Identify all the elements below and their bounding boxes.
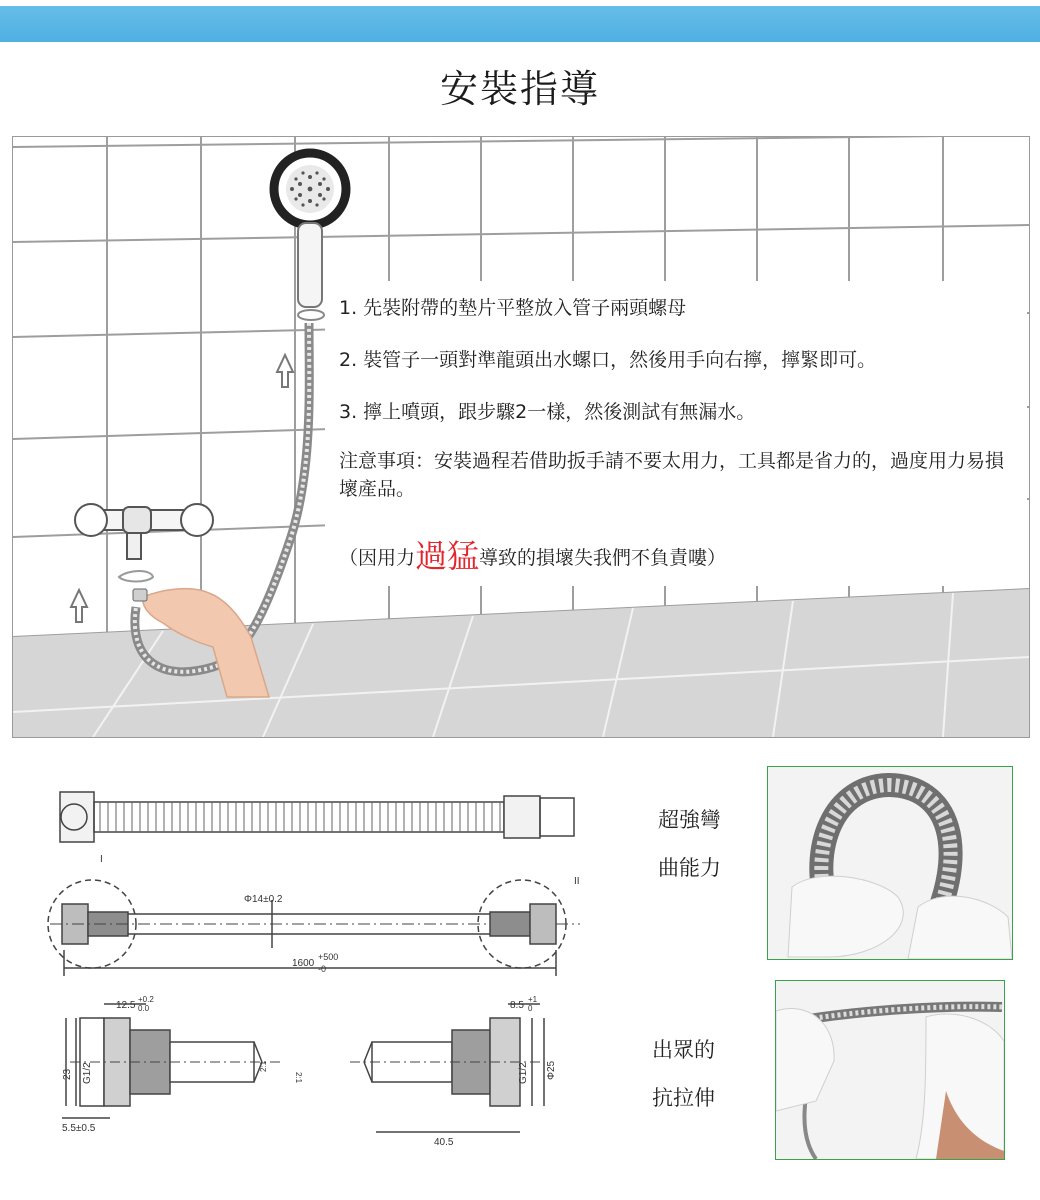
- spec-right-thread: G1/2: [518, 1062, 529, 1084]
- spec-center-mark-a: 2:1: [259, 1060, 268, 1072]
- spec-left-nut-tol-lower: 0.0: [138, 1004, 150, 1013]
- warning-note: [339, 531, 726, 577]
- spec-right-top-tol-lower: 0: [528, 1004, 533, 1013]
- spec-right-top: 8.5: [510, 1000, 524, 1011]
- installation-scene: [12, 136, 1030, 738]
- spec-length-tol-upper: +500: [318, 952, 339, 962]
- spec-length-main: 1600: [292, 958, 315, 969]
- warning-prefix: （因用力: [339, 547, 416, 569]
- instructions-panel: [325, 281, 1027, 586]
- top-banner-band: [0, 6, 1040, 42]
- hose-spec-drawing: [40, 780, 600, 1150]
- spec-mark-ii: II: [574, 876, 580, 887]
- install-arrows: [71, 355, 293, 622]
- top-nut-right: [504, 796, 540, 838]
- spec-left-height: 23: [62, 1068, 73, 1080]
- bend-line-1: 超強彎: [658, 808, 721, 832]
- spec-diameter: Φ14±0.2: [244, 894, 283, 905]
- spec-mark-i: I: [100, 854, 103, 865]
- stretch-line-2: 抗拉伸: [652, 1086, 715, 1110]
- bend-hose-image: [768, 767, 1012, 959]
- spec-right-top-tol: +1: [528, 995, 538, 1004]
- stretch-photo: [775, 980, 1005, 1160]
- stretch-feature-label: [652, 1026, 715, 1122]
- caution-note: 注意事項：安裝過程若借助扳手請不要太用力，工具都是省力的，過度用力易損壞產品。: [339, 450, 1005, 500]
- spec-left-nut-width: 12.5: [116, 1000, 136, 1011]
- warning-suffix: 導致的損壞失我們不負責嘍）: [479, 547, 727, 569]
- bend-line-2: 曲能力: [658, 856, 721, 880]
- spec-left-thread: G1/2: [82, 1062, 93, 1084]
- spec-left-bottom: 5.5±0.5: [62, 1123, 96, 1134]
- bend-feature-label: [658, 796, 721, 892]
- step-2: 2. 裝管子一頭對準龍頭出水螺口，然後用手向右擰，擰緊即可。: [339, 349, 877, 371]
- spec-right-length: 40.5: [434, 1137, 454, 1148]
- warning-highlight: 過猛: [415, 537, 480, 575]
- bend-photo: [767, 766, 1013, 960]
- spec-center-mark-b: 2:1: [294, 1072, 303, 1084]
- wall-faucet: [75, 504, 213, 582]
- step-3: 3. 擰上噴頭，跟步驟2一樣，然後測試有無漏水。: [339, 401, 756, 423]
- spec-length-tol-lower: -0: [318, 964, 327, 974]
- step-1: 1. 先裝附帶的墊片平整放入管子兩頭螺母: [339, 297, 687, 319]
- page-title: 安裝指導: [439, 67, 600, 111]
- top-hose-ribs: [100, 802, 500, 832]
- spec-left-nut-tol-upper: +0.2: [138, 995, 154, 1004]
- spec-right-diameter: Φ25: [546, 1060, 557, 1080]
- top-nut-left: [60, 792, 94, 842]
- stretch-line-1: 出眾的: [652, 1038, 715, 1062]
- top-banner: [0, 0, 1040, 42]
- stretch-hose-image: [776, 981, 1004, 1159]
